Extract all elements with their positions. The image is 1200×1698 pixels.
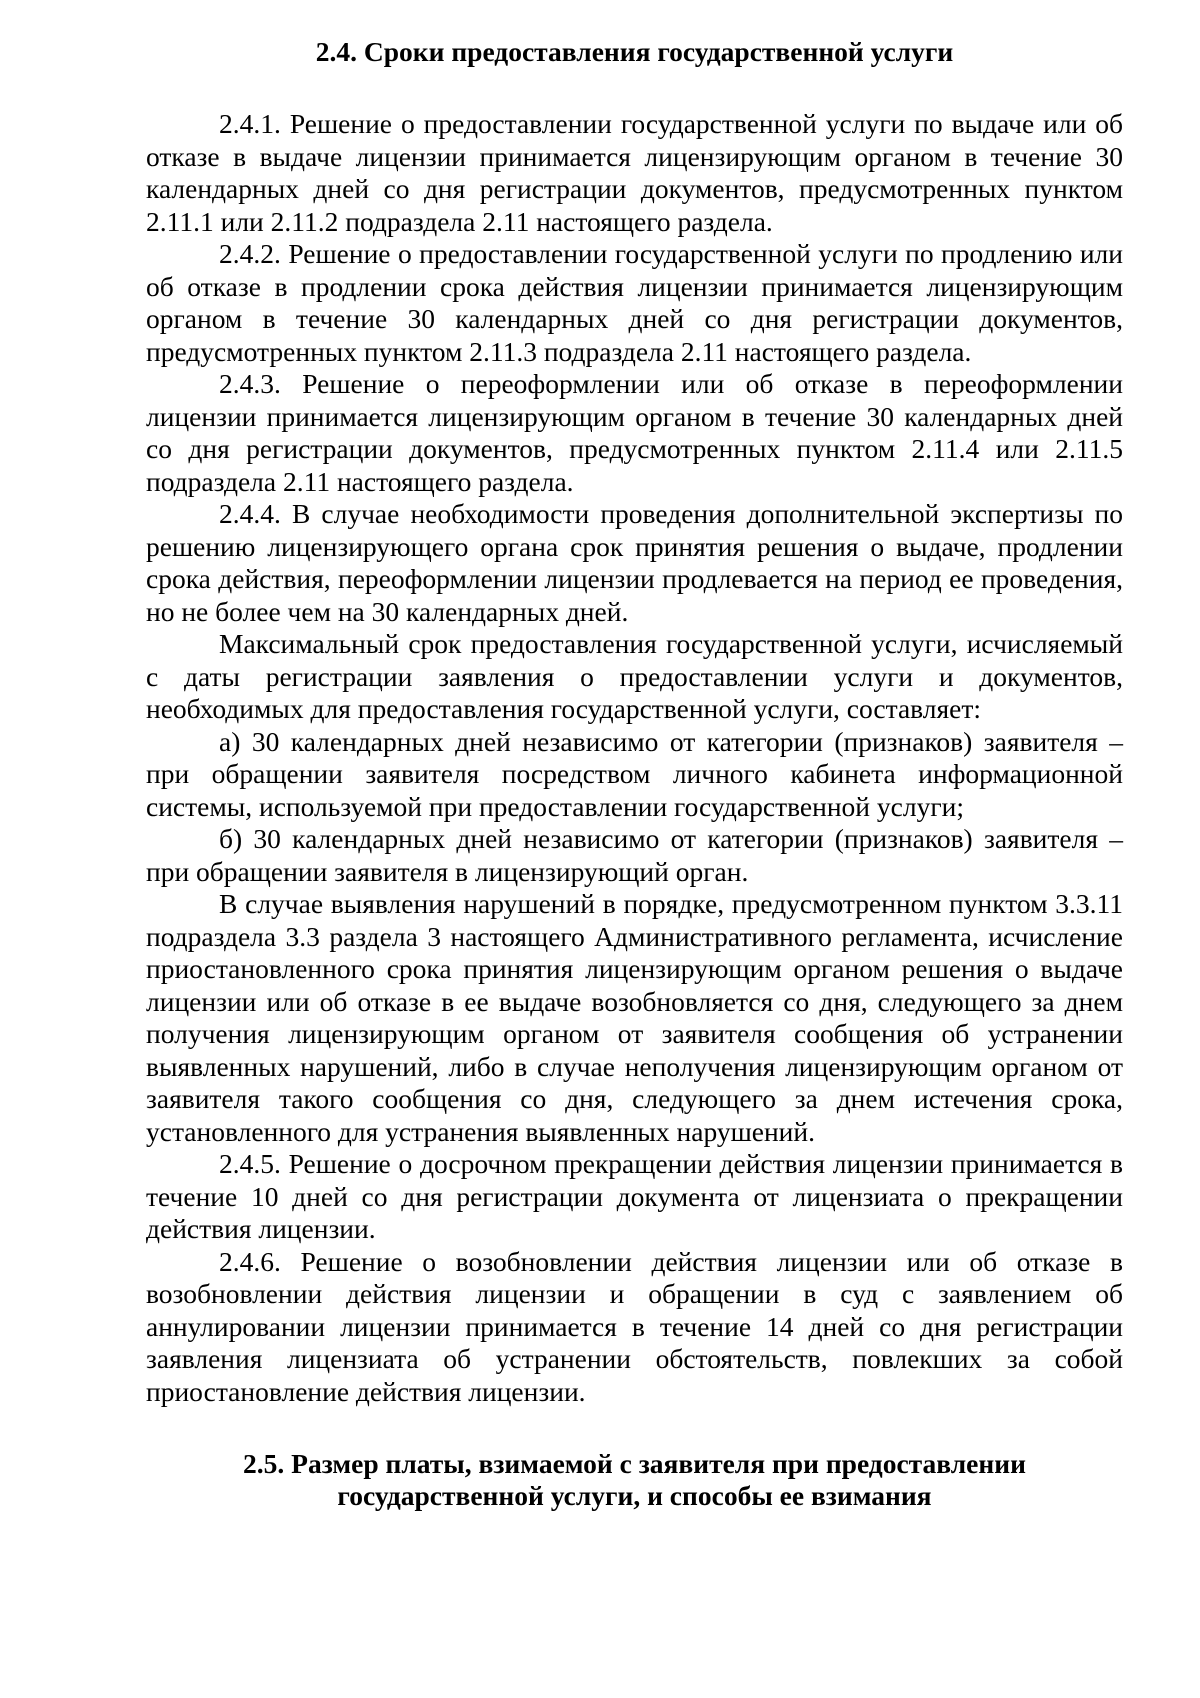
section-2-5-title-line-1: 2.5. Размер платы, взимаемой с заявителя при предоставлении [243,1448,1026,1479]
paragraph-2-4-5: 2.4.5. Решение о досрочном прекращении действия лицензии принимается в течение 10 дней со дня регистрации документа от лицензиата о прекращении действия лицензии. [146,1148,1123,1244]
paragraph-item-a: а) 30 календарных дней независимо от категории (признаков) заявителя – при обращении заявителя посредством личного кабинета информационной системы, используемой при предоставлении государственной услуги; [146,725,1123,822]
paragraph-2-4-4: 2.4.4. В случае необходимости проведения дополнительной экспертизы по решению лицензирующего органа срок принятия решения о выдаче, продлении срока действия, переоформлении лицензии продлевается на период ее проведения, но не более чем на 30 календарных дней. [146,498,1123,627]
paragraph-2-4-1: 2.4.1. Решение о предоставлении государственной услуги по выдаче или об отказе в выдаче лицензии принимается лицензирующим органом в течение 30 календарных дней со дня регистрации документов, предусмотренных пунктом 2.11.1 или 2.11.2 подраздела 2.11 настоящего раздела. [146,108,1123,237]
paragraph-2-4-3: 2.4.3. Решение о переоформлении или об отказе в переоформлении лицензии принимается лицензирующим органом в течение 30 календарных дней со дня регистрации документов, предусмотренных пунктом 2.11.4 или 2.11.5 подраздела 2.11 настоящего раздела. [146,368,1123,497]
section-2-4-title: 2.4. Сроки предоставления государственной услуги [315,36,954,67]
section-2-5-title-line-2: государственной услуги, и способы ее взимания [337,1480,932,1511]
paragraph-violations: В случае выявления нарушений в порядке, предусмотренном пунктом 3.3.11 подраздела 3.3 раздела 3 настоящего Административного регламента, исчисление приостановленного срока принятия лицензирующим органом решения о выдаче лицензии или об отказе в ее выдаче возобновляется со дня, следующего за днем получения лицензирующим органом от заявителя сообщения об устранении выявленных нарушений, либо в случае неполучения лицензирующим органом от заявителя такого сообщения со дня, следующего за днем истечения срока, установленного для устранения выявленных нарушений. [146,888,1123,1147]
paragraph-2-4-2: 2.4.2. Решение о предоставлении государственной услуги по продлению или об отказе в продлении срока действия лицензии принимается лицензирующим органом в течение 30 календарных дней со дня регистрации документов, предусмотренных пунктом 2.11.3 подраздела 2.11 настоящего раздела. [146,238,1123,367]
section-2-5-title [146,1448,1123,1512]
paragraph-2-4-6: 2.4.6. Решение о возобновлении действия лицензии или об отказе в возобновлении действия лицензии и обращении в суд с заявлением об аннулировании лицензии принимается в течение 14 дней со дня регистрации заявления лицензиата об устранении обстоятельств, повлекших за собой приостановление действия лицензии. [146,1245,1123,1407]
paragraph-max-term: Максимальный срок предоставления государственной услуги, исчисляемый с даты регистрации заявления о предоставлении услуги и документов, необходимых для предоставления государственной услуги, составляет: [146,628,1123,724]
paragraph-item-b: б) 30 календарных дней независимо от категории (признаков) заявителя – при обращении заявителя в лицензирующий орган. [146,823,1123,887]
